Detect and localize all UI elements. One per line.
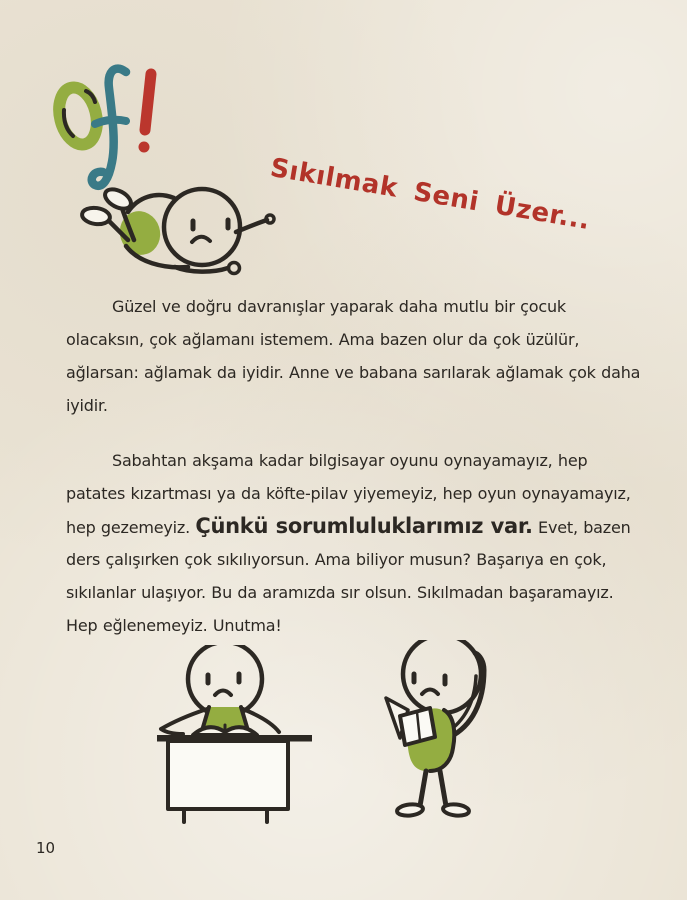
page-title (50, 58, 175, 200)
paragraph-2 (66, 444, 638, 642)
text-line: iyidir. (66, 396, 108, 415)
paragraph-1 (66, 290, 641, 422)
page-heading: Sıkılmak Seni Üzer... (268, 153, 593, 237)
page-number: 10 (36, 839, 56, 857)
emphasis-post: Evet, bazen (532, 518, 631, 537)
desk-child-illustration (145, 645, 325, 825)
text-line: Sabahtan akşama kadar bilgisayar oyunu oynayamayız, hep (112, 451, 588, 470)
emphasis-pre: hep gezemeyiz. (66, 518, 196, 537)
text-line: olacaksın, çok ağlamanı istemem. Ama bazen olur da çok üzülür, (66, 330, 580, 349)
text-line: Güzel ve doğru davranışlar yaparak daha mutlu bir çocuk (112, 297, 566, 316)
text-line: sıkılanlar ulaşıyor. Bu da aramızda sır olsun. Sıkılmadan başaramayız. (66, 583, 614, 602)
of-title-lettering-icon (50, 58, 175, 200)
text-line: ders çalışırken çok sıkılıyorsun. Ama biliyor musun? Başarıya en çok, (66, 550, 607, 569)
text-line: Hep eğlenemeyiz. Unutma! (66, 616, 282, 635)
text-line: patates kızartması ya da köfte-pilav yiyemeyiz, hep oyun oynayamayız, (66, 484, 631, 503)
emphasis-bold: Çünkü sorumluluklarımız var. (195, 514, 533, 538)
lying-child-illustration (78, 180, 283, 282)
text-line: ağlarsan: ağlamak da iyidir. Anne ve babana sarılarak ağlamak çok daha (66, 363, 641, 382)
standing-child-illustration (372, 640, 542, 820)
text-line-emphasis (66, 510, 638, 543)
